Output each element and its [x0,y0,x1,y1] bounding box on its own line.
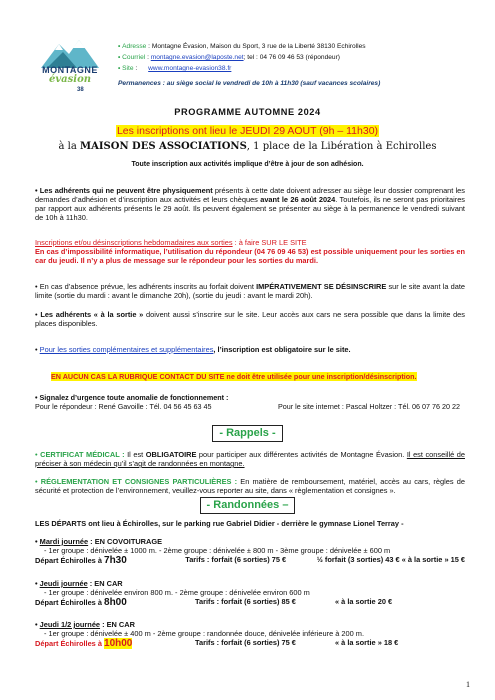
rappels-heading [0,425,495,442]
sortie-day: Jeudi journée [39,579,88,588]
certificat-text2: pour participer aux différentes activités de Montagne Évasion. [196,450,407,459]
montagne-evasion-logo [33,38,107,98]
sortie-mode: : EN CAR [100,620,135,629]
bullet-icon: • [118,65,123,72]
tarifs: Tarifs : forfait (6 sorties) 85 € [195,597,296,607]
para1-text2: . Toutefois, ils ne seront pas prioritaires par rapport aux adhérents présents le 29 août. Ils peuvent également se présenter au siège à la permanence le vendredi suivant de 10h à 11h30. [35,195,465,223]
sortie-day: Mardi journée [39,537,89,546]
depart-time: 7h30 [104,555,127,567]
sortie-jeudi-demi: • Jeudi 1/2 journée : EN CAR - 1er groupe : dénivelée ± 400 m - 2ème groupe : randonnée douce, dénivelée inférieure à 200 m. Départ Échirolles à 10h00 Tarifs : forfait (6 sorties) 75 € « à la sortie » 18 € [35,620,465,650]
ala-sortie-paragraph: • Les adhérents « à la sortie » doivent aussi s’inscrire sur le site. Leur accès aux cars ne sera possible que dans la limite des places disponibles. [35,310,465,329]
para1-text: présents à cette date doivent adresser au siège leur dossier comprenant les demandes d’adhésion et d’inscription aux activités et leurs chèques [35,186,465,205]
reglementation-text: En matière de remboursement, matériel, accès au cars, règles de sécurité et protection de l’environnement, veuillez-vous reporter au site, dans « règlementation et consignes ». [35,477,465,496]
weekly-registration-block [35,238,465,265]
contact-warning [51,373,417,382]
site-row: • Site : www.montagne-evasion38.fr [118,65,232,72]
bullet-icon: • [118,43,123,50]
depart-time: 10h00 [104,638,133,650]
absence-text1: En cas d’absence prévue, les adhérents inscrits au forfait doivent [39,282,257,291]
address-row: • Adresse : Montagne Évasion, Maison du Sport, 3 rue de la Liberté 38130 Echirolles [118,43,366,50]
address-label: Adresse [122,43,147,50]
certificat-underline: Il est conseillé de préciser à son médecin qu’il s’agit de randonnées en montagne. [35,450,465,469]
anomaly-repondeur-contact: Pour le répondeur : René Gavoille : Tél. 04 56 45 63 45 [35,401,212,411]
ala-sortie-bold: Les adhérents « à la sortie » [40,310,144,319]
anomaly-title: Signalez d’urgence toute anomalie de fonctionnement : [39,393,229,402]
sortie-mode: : EN CAR [87,579,123,588]
page-title: PROGRAMME AUTOMNE 2024 [174,107,321,117]
para1-lead: Les adhérents qui ne peuvent être physiquement [39,186,213,195]
sortie-details: - 1er groupe : dénivelée ± 1000 m. - 2ème groupe : dénivelée ± 800 m - 3ème groupe : dénivelée ± 600 m [44,546,391,556]
depart-label: Départ Échirolles à [35,556,105,566]
maison-prefix: à la [58,141,80,152]
sortie-day: Jeudi 1/2 journée [39,620,101,629]
tarifs-extra: ½ forfait (3 sorties) 43 € « à la sortie » 15 € [316,555,465,565]
sortie-depart-row [35,597,465,609]
certificat-text1: Il est [124,450,146,459]
contact-warning-text: EN AUCUN CAS LA RUBRIQUE CONTACT DU SITE ne doit être utilisée pour une inscription/désinscription. [51,372,417,381]
complementaires-link[interactable]: Pour les sorties complémentaires et supplémentaires [39,345,214,354]
anomaly-report-block: • Signalez d’urgence toute anomalie de fonctionnement : Pour le répondeur : René Gavoille : Tél. 04 56 45 63 45 Pour le site internet : Pascal Holtzer : Tél. 06 07 76 20 22 [35,393,460,411]
email-row: • Courriel : montagne.evasion@laposte.net; tel : 04 76 09 46 53 (répondeur) [118,54,340,61]
absence-paragraph: • En cas d’absence prévue, les adhérents inscrits au forfait doivent IMPÉRATIVEMENT SE DÉSINSCRIRE sur le site avant la date limite (sortie du mardi : avant le dimanche 20h), (sortie du jeudi : avant le mardi 20h). [35,282,465,301]
tarifs: Tarifs : forfait (6 sorties) 75 € [195,638,296,648]
sortie-depart-row [35,638,465,650]
depart-label: Départ Échirolles à [35,639,105,649]
contact-block [118,41,463,89]
reglementation-label: RÉGLEMENTATION ET CONSIGNES PARTICULIÈRES : [40,477,238,486]
site-link[interactable]: www.montagne-evasion38.fr [148,65,232,72]
depart-label: Départ Échirolles à [35,598,105,608]
weekly-no-message: Il n’y a plus de message sur le répondeur pour les sorties du mardi. [78,256,318,266]
para1-date: avant le 26 août 2024 [260,195,336,205]
logo-text-montagne: MONTAGNE [42,65,98,75]
weekly-heading: Inscriptions et/ou désinscriptions hebdomadaires aux sorties [35,238,233,247]
address-text: Montagne Évasion, Maison du Sport, 3 rue de la Liberté 38130 Echirolles [151,43,366,50]
permanences-text: Permanences : au siège social le vendredi de 10h à 11h30 (sauf vacances scolaires) [118,80,381,87]
certificat-label: CERTIFICAT MÉDICAL : [40,450,125,459]
phone-text: ; tel : 04 76 09 46 53 (répondeur) [243,54,340,61]
sortie-mardi: • Mardi journée : EN COVOITURAGE - 1er groupe : dénivelée ± 1000 m. - 2ème groupe : dénivelée ± 800 m - 3ème groupe : dénivelée ± 600 m Départ Échirolles à 7h30 Tarifs : forfait (6 sorties) 75 € ½ forfait (3 sorties) 43 € « à la sortie » 15 € [35,537,465,567]
bullet-icon: • [118,54,123,61]
maison-associations [0,141,495,153]
logo-text-38: 38 [77,87,84,93]
randonnees-heading-text: - Randonnées – [200,497,296,514]
sortie-mode: : EN COVOITURAGE [88,537,163,546]
departs-text: LES DÉPARTS ont lieu à Échirolles, sur le parking rue Gabriel Didier - derrière le gymnase Lionel Terray - [35,519,404,528]
tarifs: Tarifs : forfait (6 sorties) 75 € [185,555,287,565]
rappels-heading-text: - Rappels - [212,425,282,442]
anomaly-site-contact: Pour le site internet : Pascal Holtzer : Tél. 06 07 76 20 22 [277,401,460,411]
sortie-depart-row [35,555,465,567]
page-number: 1 [466,680,470,689]
sortie-jeudi: • Jeudi journée : EN CAR - 1er groupe : dénivelée environ 800 m. - 2ème groupe : dénivelée environ 600 m Départ Échirolles à 8h00 Tarifs : forfait (6 sorties) 85 € « à la sortie 20 € [35,579,465,609]
inscriptions-date [0,125,495,138]
tarifs-extra: « à la sortie 20 € [335,597,393,607]
ala-sortie-text: doivent aussi s’inscrire sur le site. Leur accès aux cars ne sera possible que dans la limite des places disponibles. [35,310,465,329]
absence-text2: sur le site avant la date limite (sortie du mardi : avant le dimanche 20h), (sortie du jeudi : avant le mardi 20h). [35,282,465,301]
email-label: Courriel [122,54,146,61]
sortie-details: - 1er groupe : dénivelée ± 400 m - 2ème groupe : randonnée douce, dénivelée inférieure à 200 m. [44,629,365,639]
sortie-details: - 1er groupe : dénivelée environ 800 m. - 2ème groupe : dénivelée environ 600 m [44,588,310,598]
inscriptions-date-text: Les inscriptions ont lieu le JEUDI 29 AOUT (9h – 11h30) [116,125,379,137]
depart-time: 8h00 [104,597,127,609]
tarifs-extra: « à la sortie » 18 € [335,638,399,648]
email-link[interactable]: montagne.evasion@laposte.net [150,54,244,61]
weekly-impossible: En cas d’impossibilité informatique, l’utilisation du répondeur (04 76 09 46 53) est possible uniquement pour les sorties en car du jeudi. [35,247,465,266]
randonnees-heading [0,497,495,514]
site-label: Site [122,65,134,72]
maison-bold: MAISON DES ASSOCIATIONS [80,141,247,152]
remote-registration-paragraph: • Les adhérents qui ne peuvent être physiquement présents à cette date doivent adresser au siège leur dossier comprenant les demandes d’adhésion et d’inscription aux activités et leurs chèques avant le 26 août 2024. Toutefois, ils ne seront pas prioritaires par rapport aux adhérents présents le 29 août. Ils peuvent également se présenter au siège à la permanence le vendredi suivant de 10h à 11h30. [35,186,465,223]
absence-bold: IMPÉRATIVEMENT SE DÉSINSCRIRE [256,282,387,291]
adhesion-note: Toute inscription aux activités implique d’être à jour de son adhésion. [131,161,364,168]
certificat-bold: OBLIGATOIRE [145,450,197,459]
weekly-heading-suffix: : à faire SUR LE SITE [232,238,307,247]
certificat-paragraph: • CERTIFICAT MÉDICAL : Il est OBLIGATOIRE pour participer aux différentes activités de Montagne Évasion. Il est conseillé de préciser à son médecin qu’il s’agit de randonnées en montagne. [35,450,465,469]
mountain-icon [33,38,107,68]
maison-suffix: , 1 place de la Libération à Echirolles [246,141,437,152]
logo-text-evasion: évasion [48,74,92,85]
complementaires-paragraph: • Pour les sorties complémentaires et supplémentaires, l’inscription est obligatoire sur le site. [35,345,351,354]
reglementation-paragraph: • RÉGLEMENTATION ET CONSIGNES PARTICULIÈRES : En matière de remboursement, matériel, accès au cars, règles de sécurité et protection de l’environnement, veuillez-vous reporter au site, dans « règlementation et consignes ». [35,477,465,496]
complementaires-text: , l’inscription est obligatoire sur le site. [213,345,351,354]
